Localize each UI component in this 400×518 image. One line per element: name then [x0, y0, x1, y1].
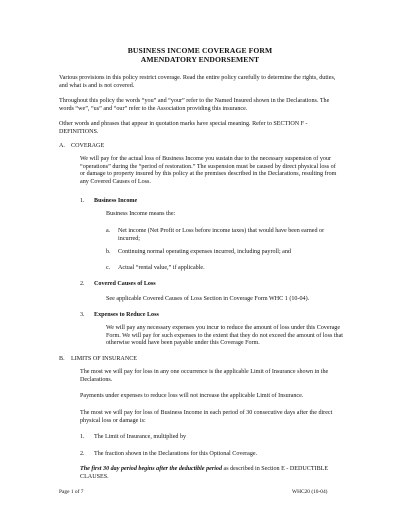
subitem-b-text: Continuing normal operating expenses incurred, including payroll; and — [118, 249, 291, 255]
deductible-note-emphasis: The first 30 day period begins after the deductible period — [80, 466, 223, 472]
subitem-a-text: Net income (Net Profit or Loss before income taxes) that would have been earned or incurred; — [118, 228, 325, 242]
item-a1-heading: Business Income — [94, 198, 138, 204]
item-a3-text: We will pay any necessary expenses you incur to reduce the amount of loss under this Coverage Form. We will pay for such expenses to the extent that they do not exceed the amount of loss that otherwise would have been payable under this Coverage Form. — [106, 325, 343, 347]
item-a3-heading: Expenses to Reduce Loss — [94, 312, 159, 318]
item-a1-intro: Business Income means the: — [106, 211, 176, 217]
intro-paragraph-2: Throughout this policy the words “you” and “your” refer to the Named Insured shown in the Declarations. The words “we”, “us” and “our” refer to the Association providing this insurance. — [59, 98, 330, 112]
section-a-heading: COVERAGE — [71, 143, 105, 149]
section-a-letter: A. — [59, 143, 65, 149]
item-a1-number: 1. — [80, 198, 85, 204]
page-number: Page 1 of 7 — [59, 489, 84, 495]
item-b2-number: 2. — [80, 451, 85, 457]
item-a2-text: See applicable Covered Causes of Loss Section in Coverage Form WHC 1 (10-04). — [106, 296, 310, 302]
section-b-letter: B. — [59, 356, 65, 362]
form-title: BUSINESS INCOME COVERAGE FORM — [127, 46, 273, 55]
deductible-note-rest: as described in Section E - DEDUCTIBLE CLAUSES. — [80, 466, 329, 480]
item-b1-number: 1. — [80, 434, 85, 440]
intro-paragraph-3: Other words and phrases that appear in quotation marks have special meaning. Refer to SECTION F - DEFINITIONS. — [59, 121, 308, 135]
section-b-paragraph-1: The most we will pay for loss in any one occurrence is the applicable Limit of Insurance shown in the Declarations. — [80, 369, 329, 383]
section-b-paragraph-3: The most we will pay for loss of Business Income in each period of 30 consecutive days after the direct physical loss or damage is: — [80, 410, 333, 424]
form-subtitle: AMENDATORY ENDORSEMENT — [140, 55, 260, 64]
subitem-b-letter: b. — [106, 249, 111, 255]
section-b-heading: LIMITS OF INSURANCE — [71, 356, 138, 362]
item-a3-number: 3. — [80, 312, 85, 318]
section-b-paragraph-2: Payments under expenses to reduce loss will not increase the applicable Limit of Insurance. — [80, 393, 304, 399]
deductible-note — [80, 466, 342, 481]
item-b2-text: The fraction shown in the Declarations for this Optional Coverage. — [94, 451, 258, 457]
item-a2-number: 2. — [80, 281, 85, 287]
section-a-body: We will pay for the actual loss of Business Income you sustain due to the necessary suspension of your “operations” during the “period of restoration.” The suspension must be caused by direct physical loss of or damage to property insured by this policy at the premises described in the Declarations, resulting from any Covered Causes of Loss. — [80, 156, 337, 185]
subitem-c-text: Actual “rental value,” if applicable. — [118, 265, 205, 271]
item-a2-heading: Covered Causes of Loss — [94, 281, 156, 287]
form-number: WHC20 (10-04) — [292, 489, 328, 495]
subitem-c-letter: c. — [106, 265, 111, 271]
subitem-a-letter: a. — [106, 228, 111, 234]
item-b1-text: The Limit of Insurance, multiplied by — [94, 434, 187, 440]
intro-paragraph-1: Various provisions in this policy restrict coverage. Read the entire policy carefully to determine the rights, duties, and what is and is not covered. — [59, 75, 336, 89]
